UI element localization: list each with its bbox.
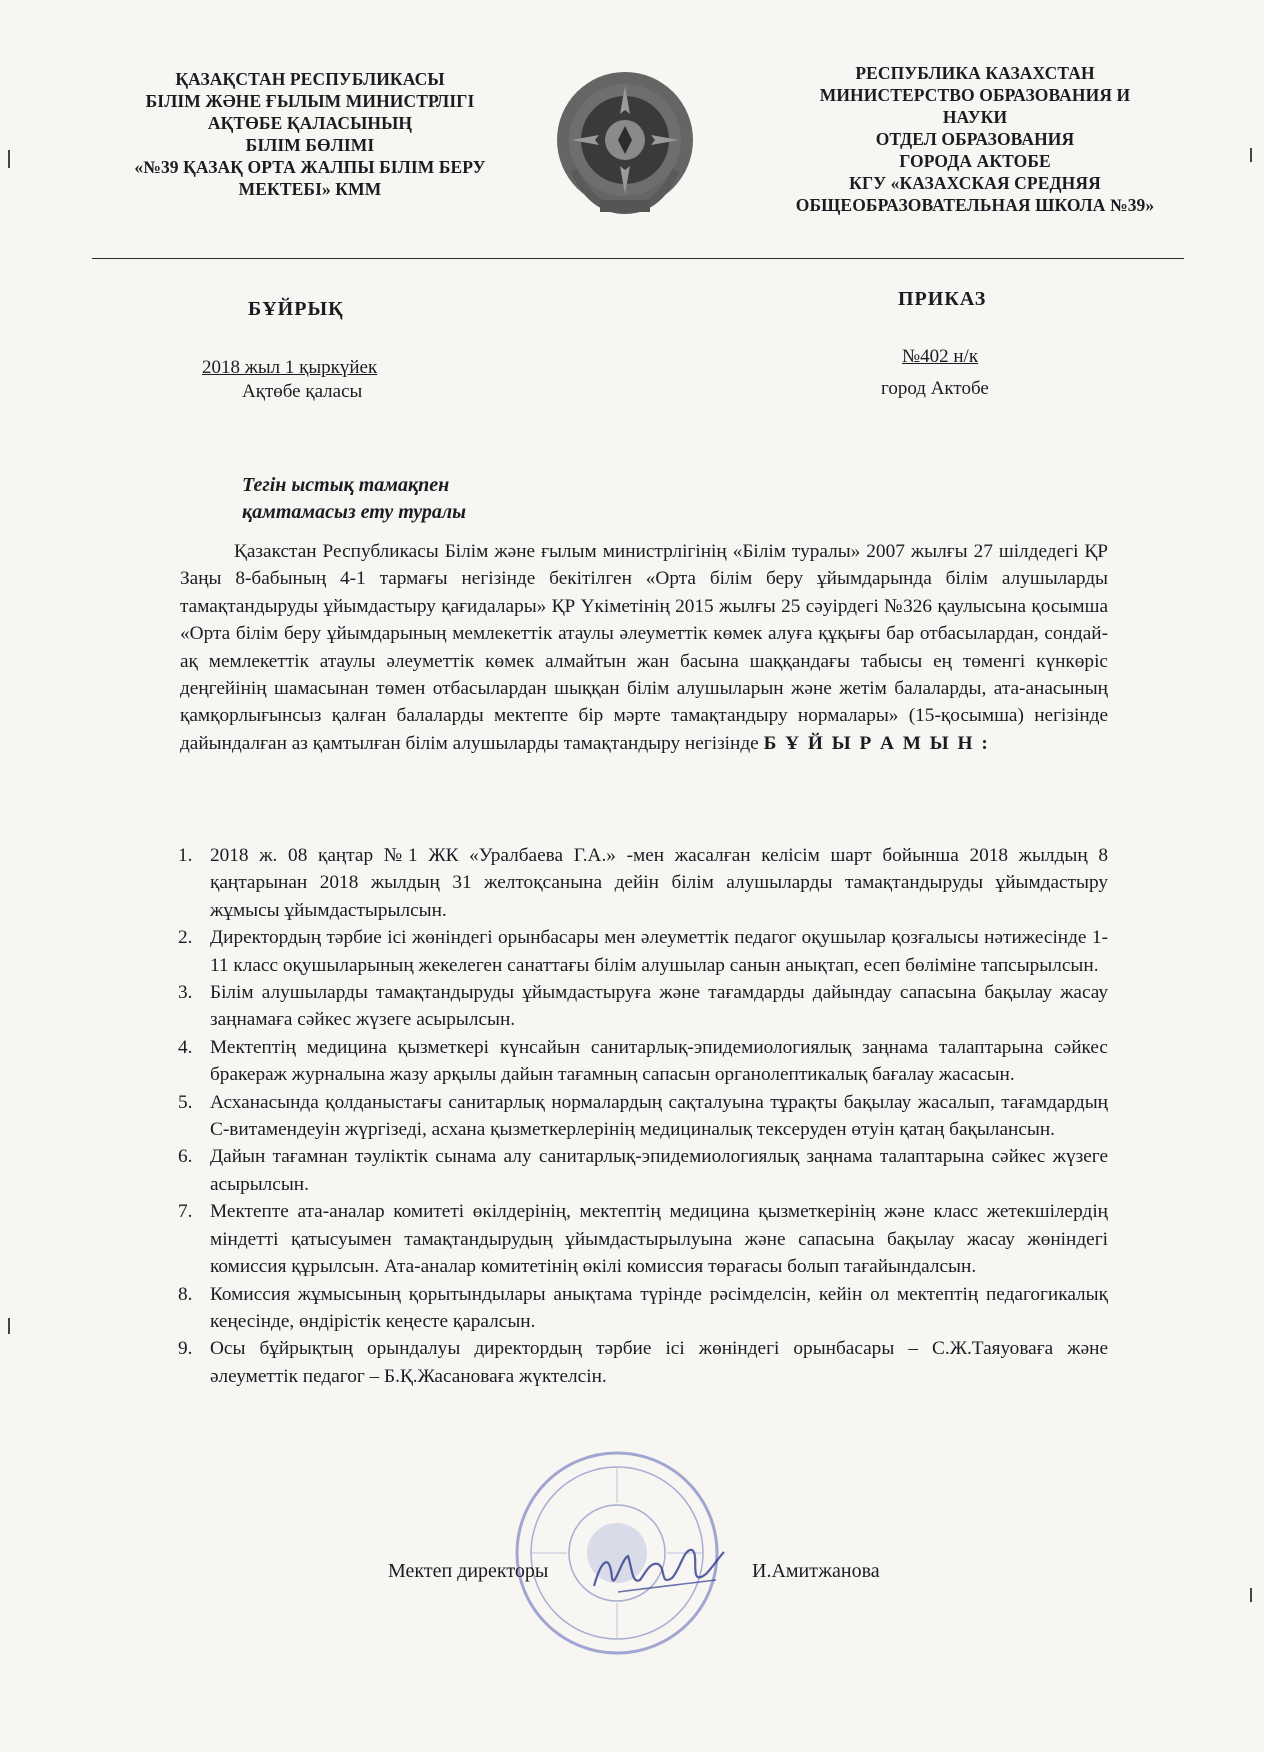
order-item-text: Дайын тағамнан тәуліктік сынама алу санитарлық-эпидемиологиялық заңнама талаптарына сәйкес жүзеге асырылсын. bbox=[210, 1146, 1108, 1195]
order-item bbox=[180, 924, 1108, 979]
preamble-text: Қазакстан Республикасы Білім және ғылым министрлігінің «Білім туралы» 2007 жылғы 27 шілдедегі ҚР Заңы 8-бабының 4-1 тармағы негізінде бекітілген «Орта білім беру ұйымдарында білім алушыларды тамақтандыруды ұйымдастыру қағидалары» ҚР Үкіметінің 2015 жылғы 25 сәуірдегі №326 қаулысына қосымша «Орта білім беру ұйымдарының мемлекеттік атаулы әлеуметтік көмек алуға құқығы бар отбасылардан, сондай-ақ мемлекеттік атаулы әлеуметтік көмек алмайтын жан басына шаққандағы табысы ең төменгі күнкөріс деңгейінің шамасынан төмен отбасылардан шыққан білім алушыларын және жетім балаларды, ата-анасының қамқорлығынсыз қалған балаларды мектепте бір мәрте тамақтандыру нормалары» (15-қосымша) негізінде дайындалған аз қамтылған білім алушыларды тамақтандыру негізінде bbox=[180, 541, 1108, 754]
order-item-text: Мектепте ата-аналар комитеті өкілдерінің, мектептің медицина қызметкерінің және класс жетекшілердің міндетті қатысуымен тамақтандырудың ұйымдастырылуына және сапасына бақылау жасау жөніндегі комиссия құрылсын. Ата-аналар комитетінің өкілі комиссия төрағасы болып тағайындалсын. bbox=[210, 1201, 1108, 1278]
order-title-kz: БҰЙРЫҚ bbox=[248, 298, 344, 320]
header-divider bbox=[92, 258, 1184, 259]
order-item bbox=[180, 1143, 1108, 1198]
header-ru-line: МИНИСТЕРСТВО ОБРАЗОВАНИЯ И bbox=[819, 85, 1131, 105]
header-ru-line: НАУКИ bbox=[942, 107, 1008, 127]
scan-margin-mark bbox=[1250, 1588, 1252, 1602]
header-ru-line: КГУ «КАЗАХСКАЯ СРЕДНЯЯ bbox=[849, 173, 1101, 193]
scan-margin-mark bbox=[1250, 148, 1252, 162]
subject-line-2: қамтамасыз ету туралы bbox=[242, 501, 467, 523]
director-signature bbox=[588, 1528, 728, 1608]
header-kz-line: АҚТӨБЕ ҚАЛАСЫНЫҢ bbox=[207, 113, 413, 133]
order-number: №402 н/к bbox=[902, 346, 979, 367]
signature-name: И.Амитжанова bbox=[752, 1560, 880, 1582]
header-kz-line: ҚАЗАҚСТАН РЕСПУБЛИКАСЫ bbox=[175, 69, 445, 89]
order-item-number: 1. bbox=[178, 845, 193, 866]
order-subject bbox=[242, 472, 466, 526]
order-items bbox=[180, 842, 1108, 1390]
header-kz-line: «№39 ҚАЗАҚ ОРТА ЖАЛПЫ БІЛІМ БЕРУ bbox=[134, 157, 486, 177]
order-item-number: 7. bbox=[178, 1201, 193, 1223]
order-city-kz: Ақтөбе қаласы bbox=[242, 381, 363, 402]
header-kazakh bbox=[100, 68, 520, 200]
order-item bbox=[180, 1281, 1108, 1336]
order-item bbox=[180, 979, 1108, 1034]
scan-margin-mark bbox=[8, 150, 10, 168]
order-item bbox=[180, 1089, 1108, 1144]
order-item bbox=[180, 1198, 1108, 1280]
state-emblem-icon bbox=[552, 60, 698, 222]
order-item-text: Асханасында қолданыстағы санитарлық нормалардың сақталуына тұрақты бақылау жасалып, тағамдардың С-витамендеуін жүргізеді, асхана қызметкерлерінің медициналық тексеруден өтуін қатаң бақылансын. bbox=[210, 1091, 1108, 1141]
order-item-number: 8. bbox=[178, 1283, 193, 1305]
order-item-number: 6. bbox=[178, 1146, 193, 1168]
signature-label: Мектеп директоры bbox=[388, 1560, 549, 1582]
order-item-text: 2018 ж. 08 қаңтар №1 ЖК «Уралбаева Г.А.» -мен жасалған келісім шарт бойынша 2018 жылдың 8 қаңтарынан 2018 жылдың 31 желтоқсанына дейін білім алушыларды тамақтандыруды ұйымдастыру жұмысы ұйымдастырылсын. bbox=[210, 845, 1108, 921]
preamble bbox=[180, 538, 1108, 757]
order-item bbox=[180, 842, 1108, 924]
order-item-number: 2. bbox=[178, 927, 193, 949]
order-item-number: 9. bbox=[178, 1338, 193, 1360]
header-ru-line: РЕСПУБЛИКА КАЗАХСТАН bbox=[855, 63, 1095, 83]
order-item-number: 3. bbox=[178, 982, 193, 1004]
scan-margin-mark bbox=[8, 1318, 10, 1334]
order-item-text: Осы бұйрықтың орындалуы директордың тәрбие ісі жөніндегі орынбасары – С.Ж.Таяуоваға және әлеуметтік педагог – Б.Қ.Жасановаға жүктелсін. bbox=[210, 1338, 1108, 1387]
header-ru-line: ОТДЕЛ ОБРАЗОВАНИЯ bbox=[875, 129, 1075, 149]
order-item-text: Комиссия жұмысының қорытындылары анықтама түрінде рәсімделсін, кейін ол мектептің педагогикалық кеңесінде, өндірістік кеңесте қаралсын. bbox=[210, 1283, 1108, 1332]
order-item-number: 5. bbox=[178, 1091, 193, 1113]
order-item-text: Директордың тәрбие ісі жөніндегі орынбасары мен әлеуметтік педагог оқушылар қозғалысы нәтижесінде 1-11 класс оқушыларының жекелеген санаттағы білім алушылар санын анықтап, есеп бөліміне тапсырылсын. bbox=[210, 927, 1108, 976]
header-ru-line: ОБЩЕОБРАЗОВАТЕЛЬНАЯ ШКОЛА №39» bbox=[795, 195, 1155, 215]
header-kz-line: МЕКТЕБІ» КММ bbox=[238, 179, 382, 199]
order-city-ru: город Актобе bbox=[881, 378, 989, 399]
header-ru-line: ГОРОДА АКТОБЕ bbox=[899, 151, 1051, 171]
order-item bbox=[180, 1335, 1108, 1390]
header-kz-line: БІЛІМ БӨЛІМІ bbox=[245, 135, 375, 155]
subject-line-1: Тегін ыстық тамақпен bbox=[242, 474, 450, 496]
order-item-text: Мектептің медицина қызметкері күнсайын санитарлық-эпидемиологиялық заңнама талаптарына сәйкес бракераж журналына жазу арқылы дайын тағамның сапасын органолептикалық бағалау жасасын. bbox=[210, 1036, 1108, 1086]
order-item-text: Білім алушыларды тамақтандыруды ұйымдастыруға және тағамдарды дайындау сапасына бақылау жасау заңнамаға сәйкес жүзеге асырылсын. bbox=[210, 982, 1108, 1031]
order-date: 2018 жыл 1 қыркүйек bbox=[202, 357, 378, 378]
order-item-number: 4. bbox=[178, 1036, 193, 1058]
order-title-ru: ПРИКАЗ bbox=[898, 288, 987, 310]
header-kz-line: БІЛІМ ЖӘНЕ ҒЫЛЫМ МИНИСТРЛІГІ bbox=[145, 91, 475, 111]
order-item bbox=[180, 1034, 1108, 1089]
decree-word: Б Ұ Й Ы Р А М Ы Н : bbox=[763, 732, 990, 754]
header-russian bbox=[770, 62, 1180, 216]
